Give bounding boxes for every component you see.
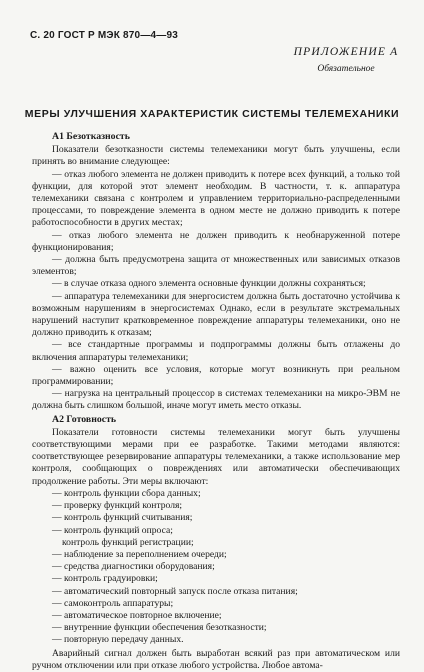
list-item: контроль функций регистрации; xyxy=(62,536,194,548)
section-a2-heading: А2 Готовность xyxy=(52,413,117,425)
section-a1-list xyxy=(32,169,400,413)
list-item: — проверку функций контроля; xyxy=(52,500,183,512)
appendix-label: ПРИЛОЖЕНИЕ А xyxy=(293,46,399,58)
appendix-status: Обязательное xyxy=(317,64,375,74)
list-item: — контроль функции сбора данных; xyxy=(52,487,201,499)
list-item: — автоматическое повторное включение; xyxy=(52,609,222,621)
document-title: МЕРЫ УЛУЧШЕНИЯ ХАРАКТЕРИСТИК СИСТЕМЫ ТЕЛЕМЕХАНИКИ xyxy=(24,108,400,120)
section-a1-heading: А1 Безотказность xyxy=(52,131,130,142)
list-item: — все стандартные программы и подпрограммы должны быть отлажены до включения аппаратуры телемеханики; xyxy=(32,339,400,363)
list-item: — нагрузка на центральный процессор в системах телемеханики на микро-ЭВМ не должна быть слишком большой, иначе могут иметь место отказы. xyxy=(32,388,400,412)
list-item: — наблюдение за переполнением очереди; xyxy=(52,548,227,560)
list-item: — отказ любого элемента не должен приводить к необнаруженной потере функционирования; xyxy=(32,229,400,253)
section-a2-closing: Аварийный сигнал должен быть выработан всякий раз при автоматическом или ручном отключении или при отказе любого устройства. Любое автома- xyxy=(32,647,400,671)
list-item: — средства диагностики оборудования; xyxy=(52,561,215,573)
list-item: — важно оценить все условия, которые могут возникнуть при реальном программировании; xyxy=(32,363,400,388)
list-item: — контроль градуировки; xyxy=(52,573,158,585)
list-item: — самоконтроль аппаратуры; xyxy=(52,597,174,609)
list-item: — внутренние функции обеспечения безотказности; xyxy=(52,622,267,634)
list-item: — аппаратура телемеханики для энергосистем должна быть достаточно устойчива к возможным нарушениям в энергосистемах Однако, если в результате экстремальных нарушений наступит кратковременное повреждение аппаратуры телемеханики, оно не должно приводить к отказам; xyxy=(32,290,400,339)
section-a2-list xyxy=(32,488,400,647)
page-header: С. 20 ГОСТ Р МЭК 870—4—93 xyxy=(30,30,178,41)
section-a1-intro: Показатели безотказности системы телемеханики могут быть улучшены, если принять во внимание следующее: xyxy=(32,144,400,168)
document-body xyxy=(32,131,400,672)
list-item: — должна быть предусмотрена защита от множественных или зависимых отказов элементов; xyxy=(32,254,400,278)
list-item: — повторную передачу данных. xyxy=(52,634,184,646)
appendix-block xyxy=(286,46,406,74)
section-a2-intro: Показатели готовности системы телемеханики могут быть улучшены соответствующими мерами при ее разработке. Такими методами являются: соответствующее резервирование аппаратуры телемеханики, а также использование мер контроля, сообщающих о повреждениях или автоматически обеспечивающих продолжение работы. Эти меры включают: xyxy=(32,426,400,487)
list-item: — контроль функций опроса; xyxy=(52,524,173,536)
list-item: — в случае отказа одного элемента основные функции должны сохраняться; xyxy=(52,278,366,290)
list-item: — автоматический повторный запуск после отказа питания; xyxy=(52,585,298,597)
list-item: — контроль функций считывания; xyxy=(52,512,193,524)
list-item: — отказ любого элемента не должен приводить к потере всех функций, а только той функции, для которой этот элемент необходим. В частности, т. к. аппаратура телемеханики связана с контролем и управлением территориально-распределенными процессами, то повреждение элемента в одном месте не должно приводить к потере работоспособности в других местах; xyxy=(32,168,400,229)
